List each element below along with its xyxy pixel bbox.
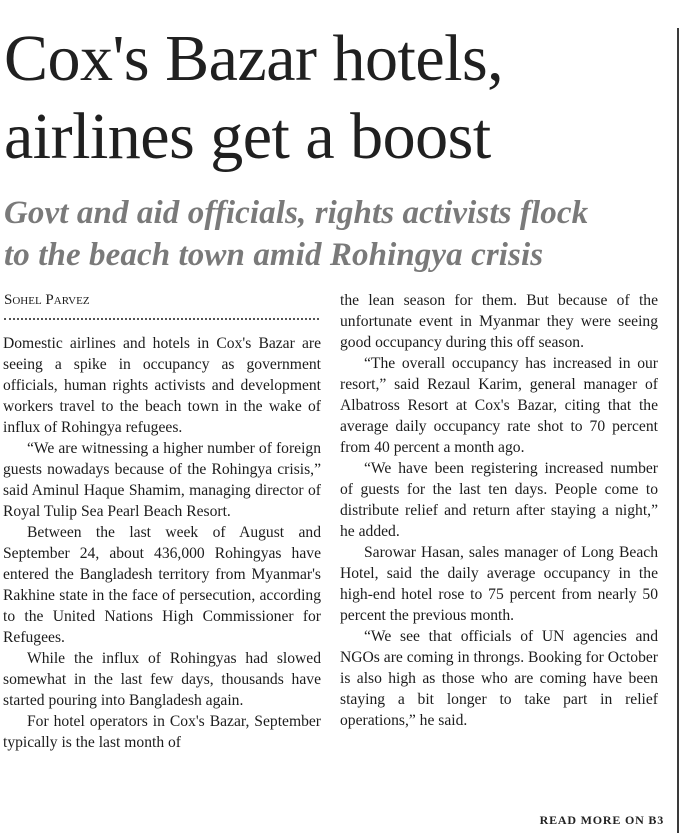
paragraph: Between the last week of August and September 24, about 436,000 Rohingyas have entered the Bangladesh territory from Myanmar's Rakhine state in the face of persecution, according to the United Nations High Commissioner for Refugees. bbox=[3, 524, 321, 646]
paragraph: For hotel operators in Cox's Bazar, September typically is the last month of bbox=[3, 713, 321, 751]
subheadline-line-1: Govt and aid officials, rights activists flock bbox=[4, 195, 589, 231]
paragraph: Sarowar Hasan, sales manager of Long Beach Hotel, said the daily average occupancy in the high-end hotel rose to 75 percent from nearly 50 percent the previous month. bbox=[340, 544, 658, 624]
left-column bbox=[3, 333, 321, 753]
paragraph: the lean season for them. But because of the unfortunate event in Myanmar they were seeing good occupancy during this off season. bbox=[340, 292, 658, 351]
paragraph: “We see that officials of UN agencies and NGOs are coming in throngs. Booking for October is also high as those who are coming have been staying a bit longer to take part in relief operations,” he said. bbox=[340, 628, 658, 729]
column-divider-rule bbox=[677, 28, 679, 833]
headline bbox=[4, 20, 674, 176]
paragraph: Domestic airlines and hotels in Cox's Bazar are seeing a spike in occupancy as government officials, human rights activists and development workers travel to the beach town in the wake of influx of Rohingya refugees. bbox=[3, 335, 321, 436]
byline: Sohel Parvez bbox=[4, 292, 90, 308]
read-more-link[interactable]: READ MORE ON B3 bbox=[539, 813, 664, 827]
paragraph: “The overall occupancy has increased in our resort,” said Rezaul Karim, general manager of Albatross Resort at Cox's Bazar, citing that the average daily occupancy rate shot to 70 percent from 40 percent a month ago. bbox=[340, 355, 658, 456]
paragraph: “We have been registering increased number of guests for the last ten days. People come to distribute relief and return after staying a night,” he added. bbox=[340, 460, 658, 540]
headline-line-1: Cox's Bazar hotels, bbox=[4, 22, 504, 95]
right-column bbox=[340, 290, 658, 731]
subheadline bbox=[4, 192, 674, 276]
subheadline-line-2: to the beach town amid Rohingya crisis bbox=[4, 237, 544, 273]
paragraph: “We are witnessing a higher number of foreign guests nowadays because of the Rohingya crisis,” said Aminul Haque Shamim, managing director of Royal Tulip Sea Pearl Beach Resort. bbox=[3, 440, 321, 520]
byline-dotted-separator bbox=[4, 318, 319, 320]
paragraph: While the influx of Rohingyas had slowed somewhat in the last few days, thousands have started pouring into Bangladesh again. bbox=[3, 650, 321, 709]
headline-line-2: airlines get a boost bbox=[4, 100, 491, 173]
